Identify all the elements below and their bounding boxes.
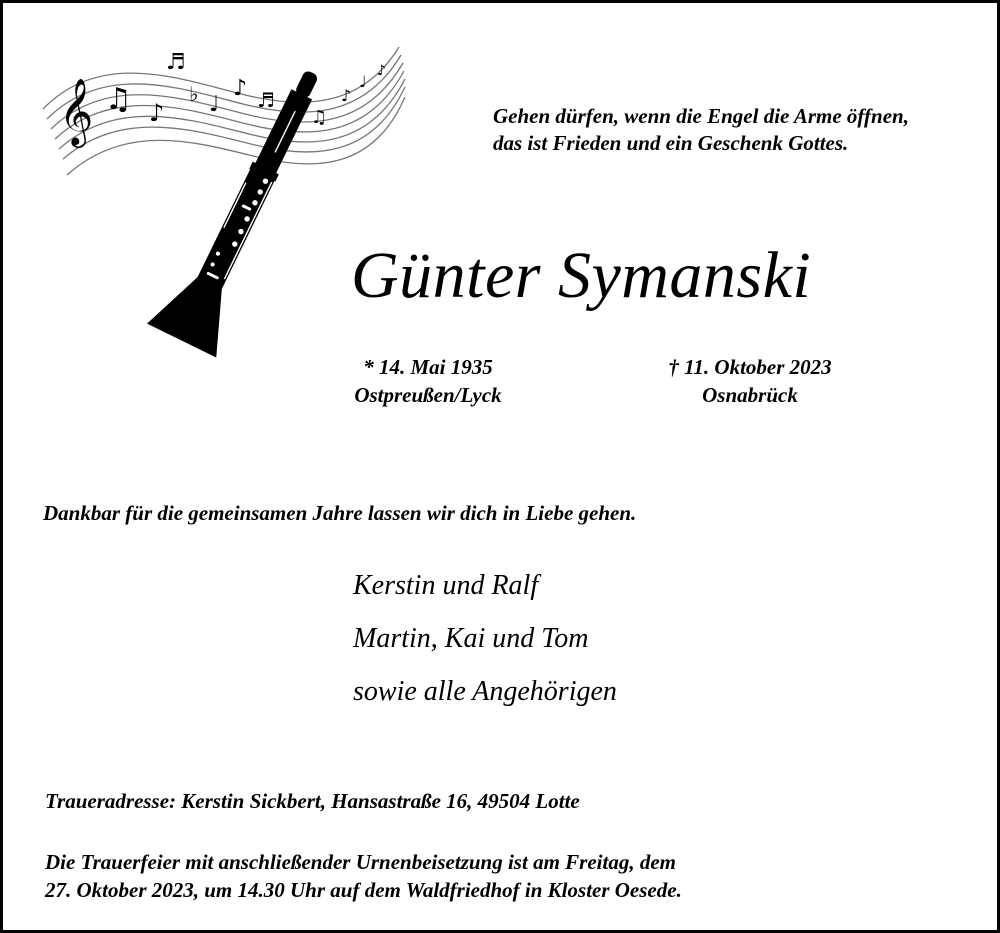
death-date: † 11. Oktober 2023 [668, 355, 832, 379]
quote [493, 103, 983, 157]
birth-place: Ostpreußen/Lyck [354, 383, 502, 407]
funeral-service-info [45, 848, 945, 904]
mourner-line: Kerstin und Ralf [353, 570, 539, 601]
svg-text:♪: ♪ [233, 76, 248, 101]
quote-line-1: Gehen dürfen, wenn die Engel die Arme öffnen, [493, 104, 909, 128]
musical-staff-icon [43, 47, 405, 175]
birth-info [308, 353, 548, 409]
death-place: Osnabrück [702, 383, 798, 407]
mourner-line: sowie alle Angehörigen [353, 676, 617, 707]
svg-text:♫: ♫ [311, 107, 328, 128]
mourner-line: Martin, Kai und Tom [353, 623, 589, 654]
birth-date: * 14. Mai 1935 [363, 355, 493, 379]
svg-text:♫: ♫ [105, 82, 132, 117]
service-line-2: 27. Oktober 2023, um 14.30 Uhr auf dem Waldfriedhof in Kloster Oesede. [45, 878, 682, 902]
svg-text:♩: ♩ [209, 92, 220, 117]
treble-clef-icon: 𝄞 [59, 77, 94, 145]
thanks-text: Dankbar für die gemeinsamen Jahre lassen wir dich in Liebe gehen. [43, 501, 637, 525]
service-line-1: Die Trauerfeier mit anschließender Urnenbeisetzung ist am Freitag, dem [45, 850, 676, 874]
quote-line-2: das ist Frieden und ein Geschenk Gottes. [493, 131, 849, 155]
svg-text:♭: ♭ [189, 82, 199, 106]
deceased-name: Günter Symanski [351, 239, 812, 312]
svg-text:♪: ♪ [149, 99, 165, 127]
svg-text:♬: ♬ [166, 50, 186, 75]
mourners-list [353, 559, 617, 718]
svg-text:♪: ♪ [341, 86, 352, 105]
svg-text:♬: ♬ [257, 88, 275, 112]
death-info [630, 353, 870, 409]
clarinet-music-illustration [41, 39, 406, 375]
mourning-address: Traueradresse: Kerstin Sickbert, Hansastraße 16, 49504 Lotte [45, 789, 580, 813]
svg-text:♩: ♩ [359, 72, 367, 91]
svg-text:♪: ♪ [377, 63, 386, 79]
